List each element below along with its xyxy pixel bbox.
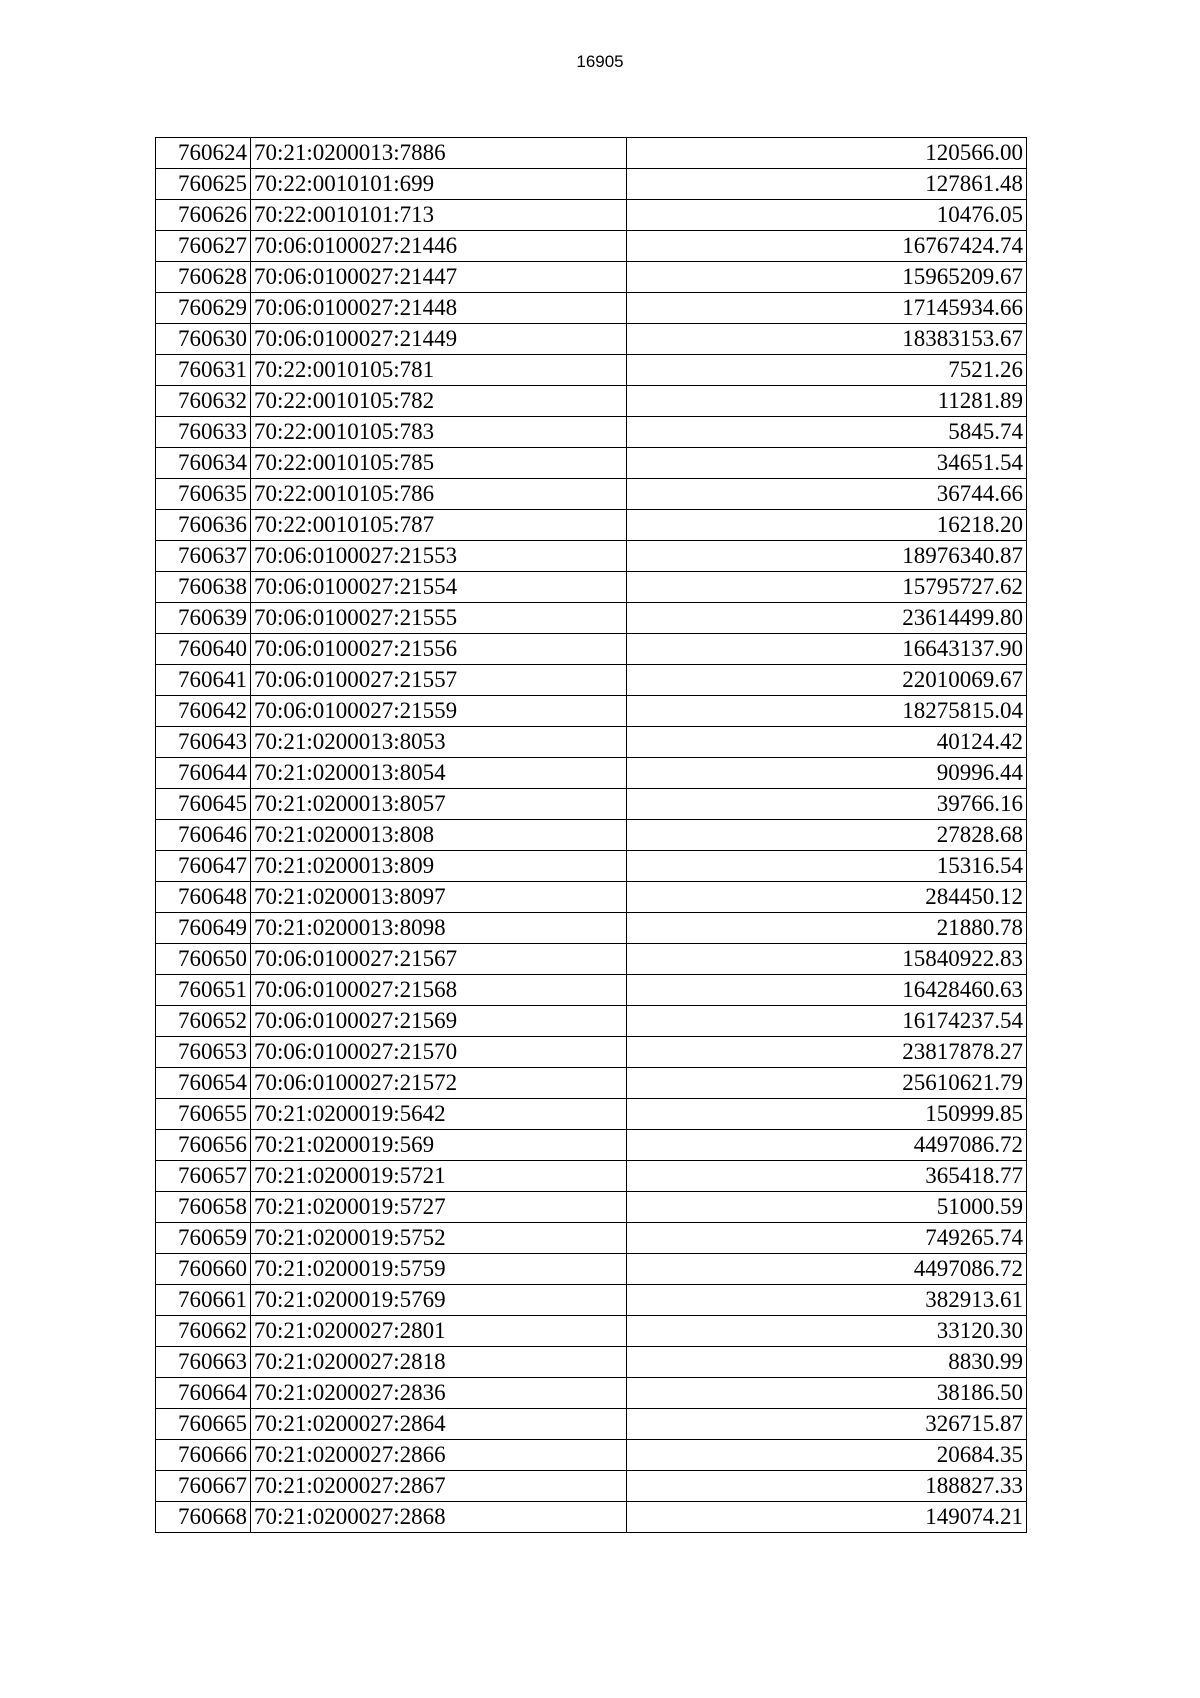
cadastral-number-cell: 70:06:0100027:21553 [251, 541, 627, 572]
row-number-cell: 760667 [156, 1471, 251, 1502]
row-number-cell: 760657 [156, 1161, 251, 1192]
cadastral-number-cell: 70:06:0100027:21567 [251, 944, 627, 975]
cadastral-number-cell: 70:06:0100027:21559 [251, 696, 627, 727]
row-number-cell: 760664 [156, 1378, 251, 1409]
cadastral-number-cell: 70:22:0010105:783 [251, 417, 627, 448]
cadastral-number-cell: 70:06:0100027:21556 [251, 634, 627, 665]
table-row [156, 665, 1027, 696]
row-number-cell: 760666 [156, 1440, 251, 1471]
cadastral-value-cell: 40124.42 [627, 727, 1027, 758]
cadastral-number-cell: 70:21:0200013:808 [251, 820, 627, 851]
cadastral-number-cell: 70:06:0100027:21568 [251, 975, 627, 1006]
cadastral-value-cell: 36744.66 [627, 479, 1027, 510]
cadastral-value-cell: 7521.26 [627, 355, 1027, 386]
cadastral-number-cell: 70:22:0010105:786 [251, 479, 627, 510]
row-number-cell: 760656 [156, 1130, 251, 1161]
table-row [156, 479, 1027, 510]
row-number-cell: 760645 [156, 789, 251, 820]
table-row [156, 1130, 1027, 1161]
row-number-cell: 760663 [156, 1347, 251, 1378]
cadastral-value-cell: 16767424.74 [627, 231, 1027, 262]
cadastral-number-cell: 70:06:0100027:21572 [251, 1068, 627, 1099]
cadastral-value-cell: 15795727.62 [627, 572, 1027, 603]
cadastral-value-cell: 16218.20 [627, 510, 1027, 541]
row-number-cell: 760655 [156, 1099, 251, 1130]
cadastral-value-cell: 23614499.80 [627, 603, 1027, 634]
cadastral-number-cell: 70:21:0200019:5759 [251, 1254, 627, 1285]
cadastral-number-cell: 70:06:0100027:21569 [251, 1006, 627, 1037]
cadastral-value-cell: 16174237.54 [627, 1006, 1027, 1037]
cadastral-number-cell: 70:21:0200027:2868 [251, 1502, 627, 1533]
cadastral-value-cell: 120566.00 [627, 138, 1027, 169]
cadastral-number-cell: 70:21:0200019:569 [251, 1130, 627, 1161]
table-body [156, 138, 1027, 1533]
row-number-cell: 760668 [156, 1502, 251, 1533]
cadastral-number-cell: 70:21:0200013:8057 [251, 789, 627, 820]
cadastral-number-cell: 70:21:0200019:5721 [251, 1161, 627, 1192]
cadastral-number-cell: 70:06:0100027:21447 [251, 262, 627, 293]
cadastral-value-cell: 16428460.63 [627, 975, 1027, 1006]
row-number-cell: 760630 [156, 324, 251, 355]
table-row [156, 1037, 1027, 1068]
cadastral-number-cell: 70:21:0200013:7886 [251, 138, 627, 169]
cadastral-value-cell: 27828.68 [627, 820, 1027, 851]
cadastral-value-cell: 284450.12 [627, 882, 1027, 913]
cadastral-value-cell: 127861.48 [627, 169, 1027, 200]
cadastral-value-cell: 11281.89 [627, 386, 1027, 417]
table-row [156, 572, 1027, 603]
row-number-cell: 760653 [156, 1037, 251, 1068]
row-number-cell: 760637 [156, 541, 251, 572]
row-number-cell: 760633 [156, 417, 251, 448]
cadastral-number-cell: 70:21:0200019:5727 [251, 1192, 627, 1223]
cadastral-value-cell: 326715.87 [627, 1409, 1027, 1440]
cadastral-number-cell: 70:22:0010105:782 [251, 386, 627, 417]
cadastral-value-cell: 15316.54 [627, 851, 1027, 882]
cadastral-number-cell: 70:21:0200027:2866 [251, 1440, 627, 1471]
cadastral-number-cell: 70:21:0200027:2836 [251, 1378, 627, 1409]
table-row [156, 231, 1027, 262]
cadastral-number-cell: 70:22:0010105:781 [251, 355, 627, 386]
row-number-cell: 760650 [156, 944, 251, 975]
row-number-cell: 760651 [156, 975, 251, 1006]
cadastral-value-cell: 8830.99 [627, 1347, 1027, 1378]
table-row [156, 1316, 1027, 1347]
table-row [156, 1254, 1027, 1285]
row-number-cell: 760625 [156, 169, 251, 200]
cadastral-value-cell: 23817878.27 [627, 1037, 1027, 1068]
table-row [156, 324, 1027, 355]
table-row [156, 603, 1027, 634]
table-row [156, 1223, 1027, 1254]
table-row [156, 1161, 1027, 1192]
table-row [156, 1471, 1027, 1502]
row-number-cell: 760627 [156, 231, 251, 262]
cadastral-number-cell: 70:21:0200027:2867 [251, 1471, 627, 1502]
cadastral-number-cell: 70:21:0200019:5642 [251, 1099, 627, 1130]
table-row [156, 975, 1027, 1006]
table-row [156, 448, 1027, 479]
cadastral-value-cell: 22010069.67 [627, 665, 1027, 696]
cadastral-number-cell: 70:22:0010101:699 [251, 169, 627, 200]
table-row [156, 882, 1027, 913]
table-row [156, 913, 1027, 944]
cadastral-number-cell: 70:21:0200027:2801 [251, 1316, 627, 1347]
cadastral-value-cell: 4497086.72 [627, 1130, 1027, 1161]
row-number-cell: 760641 [156, 665, 251, 696]
table-row [156, 758, 1027, 789]
cadastral-number-cell: 70:06:0100027:21554 [251, 572, 627, 603]
page-number: 16905 [576, 52, 624, 71]
row-number-cell: 760631 [156, 355, 251, 386]
table-row [156, 200, 1027, 231]
cadastral-number-cell: 70:21:0200027:2818 [251, 1347, 627, 1378]
cadastral-number-cell: 70:21:0200013:8053 [251, 727, 627, 758]
cadastral-value-cell: 5845.74 [627, 417, 1027, 448]
cadastral-value-cell: 150999.85 [627, 1099, 1027, 1130]
row-number-cell: 760629 [156, 293, 251, 324]
table-row [156, 541, 1027, 572]
table-row [156, 1378, 1027, 1409]
row-number-cell: 760642 [156, 696, 251, 727]
cadastral-number-cell: 70:06:0100027:21557 [251, 665, 627, 696]
cadastral-value-cell: 749265.74 [627, 1223, 1027, 1254]
cadastral-value-cell: 18976340.87 [627, 541, 1027, 572]
row-number-cell: 760658 [156, 1192, 251, 1223]
cadastral-number-cell: 70:06:0100027:21449 [251, 324, 627, 355]
cadastral-number-cell: 70:06:0100027:21448 [251, 293, 627, 324]
row-number-cell: 760659 [156, 1223, 251, 1254]
cadastral-value-cell: 20684.35 [627, 1440, 1027, 1471]
table-row [156, 696, 1027, 727]
cadastral-number-cell: 70:21:0200019:5769 [251, 1285, 627, 1316]
row-number-cell: 760648 [156, 882, 251, 913]
cadastral-value-cell: 33120.30 [627, 1316, 1027, 1347]
table-row [156, 1409, 1027, 1440]
cadastral-value-cell: 17145934.66 [627, 293, 1027, 324]
row-number-cell: 760649 [156, 913, 251, 944]
cadastral-value-cell: 365418.77 [627, 1161, 1027, 1192]
row-number-cell: 760647 [156, 851, 251, 882]
row-number-cell: 760632 [156, 386, 251, 417]
table-row [156, 1285, 1027, 1316]
table-row [156, 169, 1027, 200]
table-row [156, 944, 1027, 975]
table-row [156, 510, 1027, 541]
row-number-cell: 760640 [156, 634, 251, 665]
row-number-cell: 760661 [156, 1285, 251, 1316]
table-row [156, 1440, 1027, 1471]
cadastral-value-cell: 34651.54 [627, 448, 1027, 479]
table-row [156, 1006, 1027, 1037]
table-row [156, 293, 1027, 324]
cadastral-number-cell: 70:21:0200013:809 [251, 851, 627, 882]
row-number-cell: 760636 [156, 510, 251, 541]
cadastral-value-cell: 39766.16 [627, 789, 1027, 820]
table-row [156, 727, 1027, 758]
row-number-cell: 760638 [156, 572, 251, 603]
cadastral-value-cell: 38186.50 [627, 1378, 1027, 1409]
cadastral-value-cell: 16643137.90 [627, 634, 1027, 665]
cadastral-value-cell: 15965209.67 [627, 262, 1027, 293]
row-number-cell: 760635 [156, 479, 251, 510]
cadastral-value-cell: 382913.61 [627, 1285, 1027, 1316]
table-row [156, 634, 1027, 665]
table-row [156, 1068, 1027, 1099]
row-number-cell: 760624 [156, 138, 251, 169]
row-number-cell: 760646 [156, 820, 251, 851]
cadastral-value-cell: 18383153.67 [627, 324, 1027, 355]
cadastral-value-cell: 10476.05 [627, 200, 1027, 231]
cadastral-value-cell: 15840922.83 [627, 944, 1027, 975]
row-number-cell: 760628 [156, 262, 251, 293]
cadastral-number-cell: 70:21:0200013:8097 [251, 882, 627, 913]
row-number-cell: 760644 [156, 758, 251, 789]
cadastral-number-cell: 70:21:0200013:8054 [251, 758, 627, 789]
cadastral-value-cell: 149074.21 [627, 1502, 1027, 1533]
row-number-cell: 760643 [156, 727, 251, 758]
table-row [156, 138, 1027, 169]
cadastral-value-cell: 188827.33 [627, 1471, 1027, 1502]
cadastral-value-cell: 90996.44 [627, 758, 1027, 789]
cadastral-number-cell: 70:06:0100027:21570 [251, 1037, 627, 1068]
cadastral-value-cell: 25610621.79 [627, 1068, 1027, 1099]
cadastral-number-cell: 70:22:0010101:713 [251, 200, 627, 231]
cadastral-value-table [155, 137, 1027, 1533]
table-row [156, 789, 1027, 820]
table-row [156, 1347, 1027, 1378]
cadastral-number-cell: 70:22:0010105:787 [251, 510, 627, 541]
row-number-cell: 760626 [156, 200, 251, 231]
cadastral-number-cell: 70:21:0200027:2864 [251, 1409, 627, 1440]
cadastral-number-cell: 70:21:0200013:8098 [251, 913, 627, 944]
row-number-cell: 760634 [156, 448, 251, 479]
row-number-cell: 760660 [156, 1254, 251, 1285]
table-row [156, 1192, 1027, 1223]
table-row [156, 386, 1027, 417]
cadastral-value-cell: 18275815.04 [627, 696, 1027, 727]
cadastral-number-cell: 70:21:0200019:5752 [251, 1223, 627, 1254]
table-row [156, 820, 1027, 851]
table-row [156, 851, 1027, 882]
cadastral-value-cell: 4497086.72 [627, 1254, 1027, 1285]
row-number-cell: 760652 [156, 1006, 251, 1037]
row-number-cell: 760665 [156, 1409, 251, 1440]
table-row [156, 1099, 1027, 1130]
table-row [156, 1502, 1027, 1533]
table-row [156, 355, 1027, 386]
row-number-cell: 760654 [156, 1068, 251, 1099]
table-row [156, 262, 1027, 293]
cadastral-value-cell: 51000.59 [627, 1192, 1027, 1223]
cadastral-number-cell: 70:22:0010105:785 [251, 448, 627, 479]
row-number-cell: 760662 [156, 1316, 251, 1347]
row-number-cell: 760639 [156, 603, 251, 634]
cadastral-value-cell: 21880.78 [627, 913, 1027, 944]
cadastral-number-cell: 70:06:0100027:21555 [251, 603, 627, 634]
cadastral-number-cell: 70:06:0100027:21446 [251, 231, 627, 262]
table-row [156, 417, 1027, 448]
